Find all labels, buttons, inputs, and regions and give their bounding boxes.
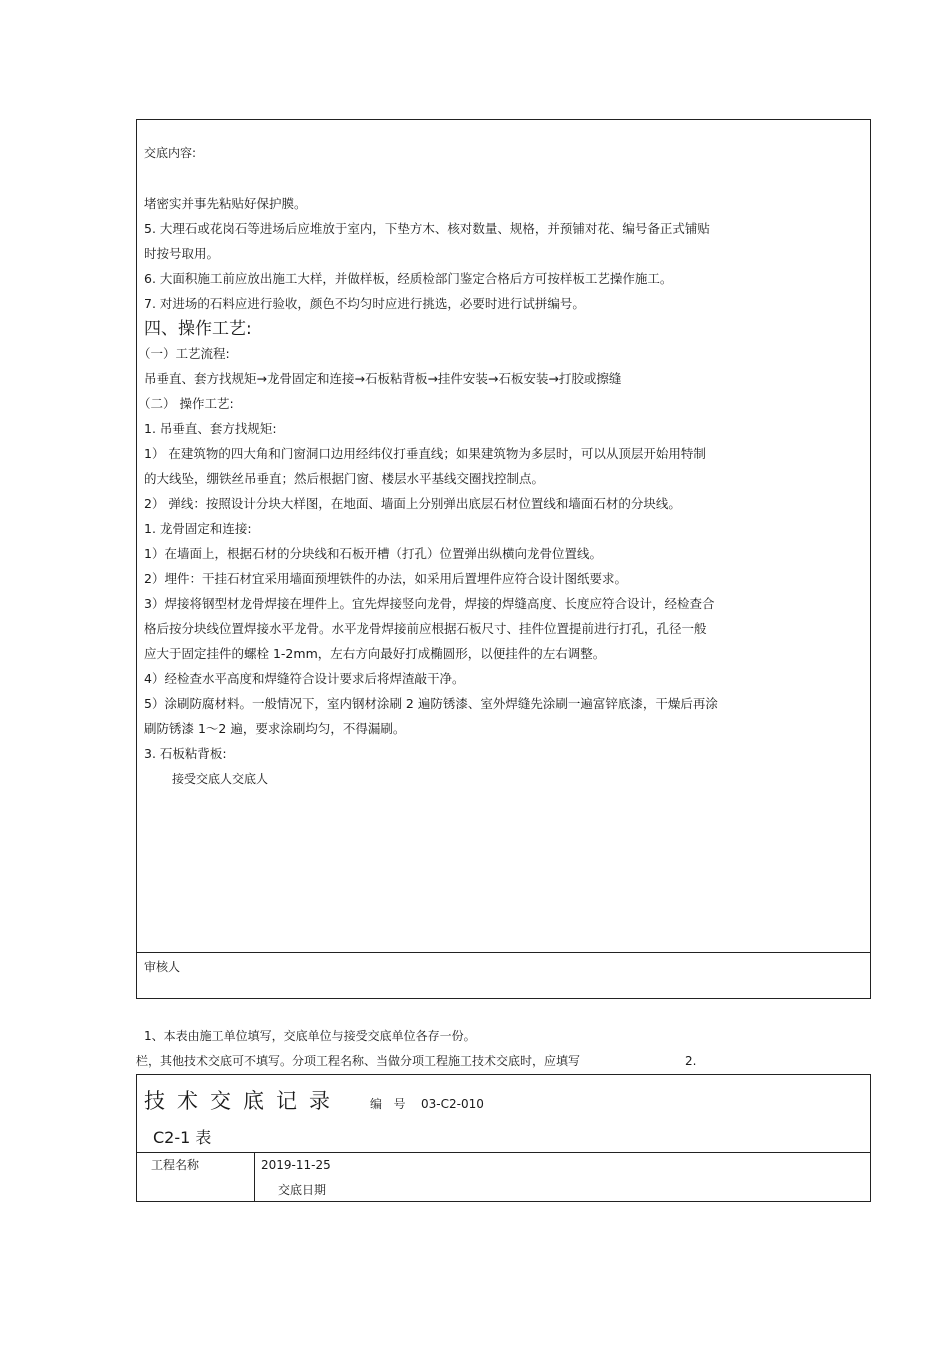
text-line: 应大于固定挂件的螺栓 1-2mm，左右方向最好打成椭圆形，以便挂件的左右调整。 <box>144 646 606 661</box>
text-line: （二） 操作工艺: <box>138 396 234 411</box>
note-line: 2. <box>685 1054 697 1068</box>
text-line: 1. 吊垂直、套方找规矩: <box>144 421 277 436</box>
text-line: 吊垂直、套方找规矩→龙骨固定和连接→石板粘背板→挂件安装→石板安装→打胶或擦缝 <box>144 371 622 386</box>
date-label: 交底日期 <box>278 1183 327 1197</box>
text-line: 堵密实并事先粘贴好保护膜。 <box>144 196 307 211</box>
note-line: 1、本表由施工单位填写，交底单位与接受交底单位各存一份。 <box>144 1029 476 1043</box>
reviewer-divider <box>136 952 871 953</box>
text-line: 4）经检查水平高度和焊缝符合设计要求后将焊渣敲干净。 <box>144 671 465 686</box>
text-line: 时按号取用。 <box>144 246 220 261</box>
sign-line: 接受交底人交底人 <box>172 772 269 786</box>
text-line: 7. 对进场的石料应进行验收，颜色不均匀时应进行挑选，必要时进行试拼编号。 <box>144 296 585 311</box>
text-line: 1. 龙骨固定和连接: <box>144 521 252 536</box>
text-line: 5）涂刷防腐材料。一般情况下，室内钢材涂刷 2 遍防锈漆、室外焊缝先涂刷一遍富锌底漆，干燥后再涂 <box>144 696 718 711</box>
text-line: 5. 大理石或花岗石等进场后应堆放于室内，下垫方木、核对数量、规格，并预铺对花、编号备正式铺贴 <box>144 221 710 236</box>
project-label: 工程名称 <box>151 1158 200 1172</box>
text-line: 6. 大面积施工前应放出施工大样，并做样板，经质检部门鉴定合格后方可按样板工艺操作施工。 <box>144 271 673 286</box>
text-line: 2） 弹线：按照设计分块大样图，在地面、墙面上分别弹出底层石材位置线和墙面石材的分块线。 <box>144 496 681 511</box>
text-line: 1） 在建筑物的四大角和门窗洞口边用经纬仪打垂直线；如果建筑物为多层时，可以从顶层开始用特制 <box>144 446 706 461</box>
text-line: 刷防锈漆 1～2 遍，要求涂刷均匀，不得漏刷。 <box>144 721 406 736</box>
content-label: 交底内容: <box>144 146 197 160</box>
form-title: 技术交底记录 <box>144 1089 342 1113</box>
text-line: 的大线坠，绷铁丝吊垂直；然后根据门窗、楼层水平基线交圈找控制点。 <box>144 471 545 486</box>
header-divider <box>136 1152 871 1153</box>
text-line: （一）工艺流程: <box>138 346 230 361</box>
section-heading: 四、操作工艺: <box>144 319 252 339</box>
header-column-divider <box>254 1152 255 1202</box>
reviewer-label: 审核人 <box>144 960 181 974</box>
text-line: 3）焊接将钢型材龙骨焊接在埋件上。宜先焊接竖向龙骨，焊接的焊缝高度、长度应符合设计，经检查合 <box>144 596 715 611</box>
number-value: 03-C2-010 <box>421 1097 484 1111</box>
text-line: 1）在墙面上，根据石材的分块线和石板开槽（打孔）位置弹出纵横向龙骨位置线。 <box>144 546 602 561</box>
date-value: 2019-11-25 <box>261 1158 331 1172</box>
number-label: 编 号 <box>370 1097 406 1111</box>
text-line: 3. 石板粘背板: <box>144 746 227 761</box>
form-code: C2-1 表 <box>153 1128 212 1147</box>
note-line: 栏，其他技术交底可不填写。分项工程名称、当做分项工程施工技术交底时，应填写 <box>136 1054 581 1068</box>
text-line: 格后按分块线位置焊接水平龙骨。水平龙骨焊接前应根据石板尺寸、挂件位置提前进行打孔，孔径一般 <box>144 621 707 636</box>
text-line: 2）埋件：干挂石材宜采用墙面预埋铁件的办法，如采用后置埋件应符合设计图纸要求。 <box>144 571 627 586</box>
